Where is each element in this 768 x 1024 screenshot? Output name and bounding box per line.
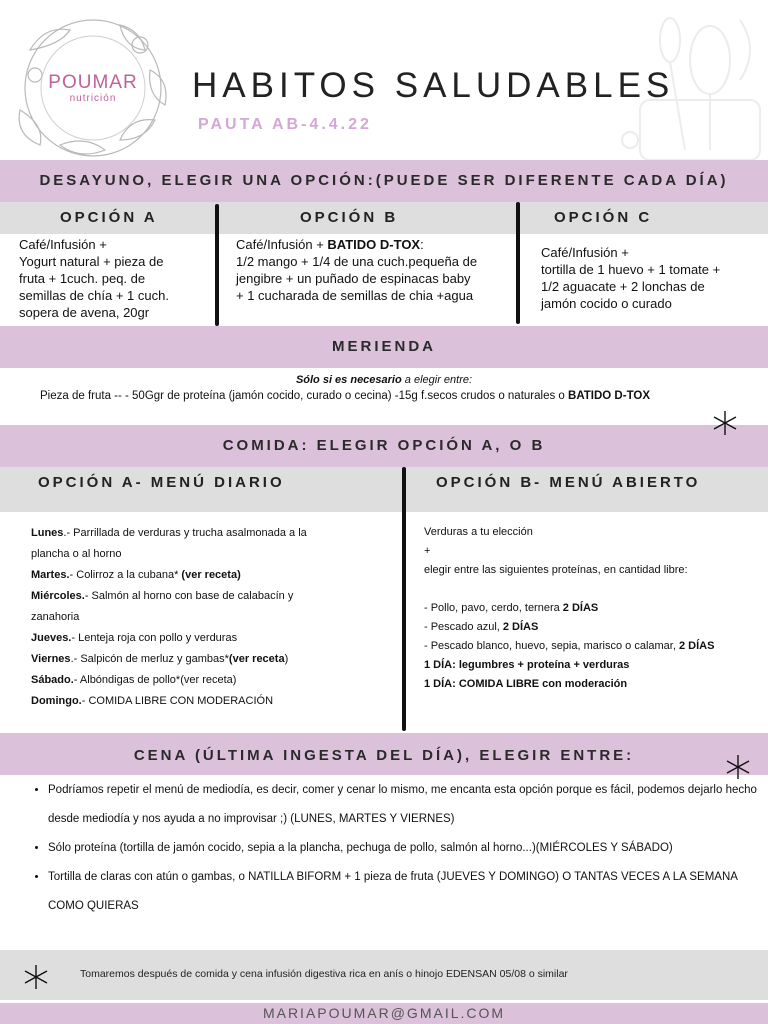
breakfast-option-b-text: Café/Infusión + BATIDO D-TOX: 1/2 mango + 1/4 de una cuch.pequeña de jengibre + un puñado de espinacas baby + 1 cucharada de semillas de chia +agua [236,237,478,303]
breakfast-divider-2 [516,202,520,324]
breakfast-option-a-text: Café/Infusión + Yogurt natural + pieza de fruta + 1cuch. peq. de semillas de chía + 1 cuch. sopera de avena, 20gr [19,237,169,320]
menu-day-monday: Lunes.- Parrillada de verduras y trucha asalmonada a la [31,527,307,539]
open-menu-line: 1 DÍA: legumbres + proteína + verduras [424,659,630,671]
menu-day-wednesday: Miércoles.- Salmón al horno con base de calabacín y [31,590,294,602]
lunch-option-b-title: OPCIÓN B- MENÚ ABIERTO [436,474,701,491]
logo-subtitle: nutrición [69,93,117,104]
lunch-option-a-title: OPCIÓN A- MENÚ DIARIO [38,474,285,491]
footer-note: Tomaremos después de comida y cena infusión digestiva rica en anís o hinojo EDENSAN 05/08 o similar [80,968,568,980]
menu-day-thursday: Jueves.- Lenteja roja con pollo y verduras [31,632,238,644]
menu-day-tuesday: Martes.- Colirroz a la cubana* (ver receta) [31,569,241,581]
breakfast-option-b-title: OPCIÓN B [300,209,399,226]
dinner-heading: CENA (ÚLTIMA INGESTA DEL DÍA), ELEGIR ENTRE: [0,733,768,775]
lunch-heading: COMIDA: ELEGIR OPCIÓN A, O B [0,425,768,467]
open-menu-line: + [424,545,431,557]
open-menu-line: - Pollo, pavo, cerdo, ternera 2 DÍAS [424,602,599,614]
logo-name: POUMAR [48,72,138,93]
open-menu-line: 1 DÍA: COMIDA LIBRE con moderación [424,678,628,690]
breakfast-divider-1 [215,204,219,326]
open-menu-line: Verduras a tu elección [424,526,533,538]
open-menu-line: - Pescado azul, 2 DÍAS [424,621,539,633]
dinner-option: • Tortilla de claras con atún o gambas, o NATILLA BIFORM + 1 pieza de fruta (JUEVES Y DOMINGO) O TANTAS VECES A LA SEMANA COMO QUIERAS [48,863,760,921]
dinner-option: • Podríamos repetir el menú de mediodía, es decir, comer y cenar lo mismo, me encanta esta opción porque es fácil, podemos dejarlo hecho desde mediodía y nos ayuda a no improvisar ;) (LUNES, MARTES Y VIERNES) [48,776,760,834]
weekly-menu: Lunes.- Parrillada de verduras y trucha asalmonada a la plancha o al horno Martes.- Colirroz a la cubana* (ver receta) Miércoles.- Salmón al horno con base de calabacín y zanahoria Jueves.- Lenteja roja con pollo y verduras Viernes.- Salpicón de merluz y gambas*(ver receta) Sábado.- Albóndigas de pollo*(ver receta) Domingo.- COMIDA LIBRE CON MODERACIÓN [31,523,387,712]
menu-day-friday: Viernes.- Salpicón de merluz y gambas*(ver receta) [31,653,289,665]
asterisk-icon [22,963,50,991]
menu-day-saturday: Sábado.- Albóndigas de pollo*(ver receta) [31,674,237,686]
breakfast-option-c-title: OPCIÓN C [554,209,653,226]
page-title: HABITOS SALUDABLES [192,66,675,105]
open-menu [424,523,764,694]
asterisk-icon [711,409,739,437]
dinner-options-list [30,776,760,921]
open-menu-line: - Pescado blanco, huevo, sepia, marisco o calamar, 2 DÍAS [424,640,715,652]
open-menu-line: elegir entre las siguientes proteínas, en cantidad libre: [424,564,688,576]
page-subtitle: PAUTA AB-4.4.22 [198,116,372,133]
brand-logo [40,72,146,104]
breakfast-option-c-text: Café/Infusión + tortilla de 1 huevo + 1 tomate + 1/2 aguacate + 2 lonchas de jamón cocido o curado [541,245,721,311]
snack-heading: MERIENDA [0,326,768,368]
menu-day-sunday: Domingo.- COMIDA LIBRE CON MODERACIÓN [31,695,274,707]
asterisk-icon [724,753,752,781]
lunch-divider [402,467,406,731]
dinner-option: • Sólo proteína (tortilla de jamón cocido, sepia a la plancha, pechuga de pollo, salmón al horno...)(MIÉRCOLES Y SÁBADO) [48,834,760,863]
snack-options: Pieza de fruta -- - 50Ggr de proteína (jamón cocido, curado o cecina) -15g f.secos crudos o naturales o BATIDO D-TOX [40,390,651,402]
snack-intro: Sólo si es necesario a elegir entre: [295,374,473,386]
contact-email[interactable]: MARIAPOUMAR@GMAIL.COM [262,1005,506,1021]
breakfast-option-a-title: OPCIÓN A [60,209,158,226]
breakfast-heading: DESAYUNO, ELEGIR UNA OPCIÓN:(PUEDE SER DIFERENTE CADA DÍA) [0,160,768,202]
